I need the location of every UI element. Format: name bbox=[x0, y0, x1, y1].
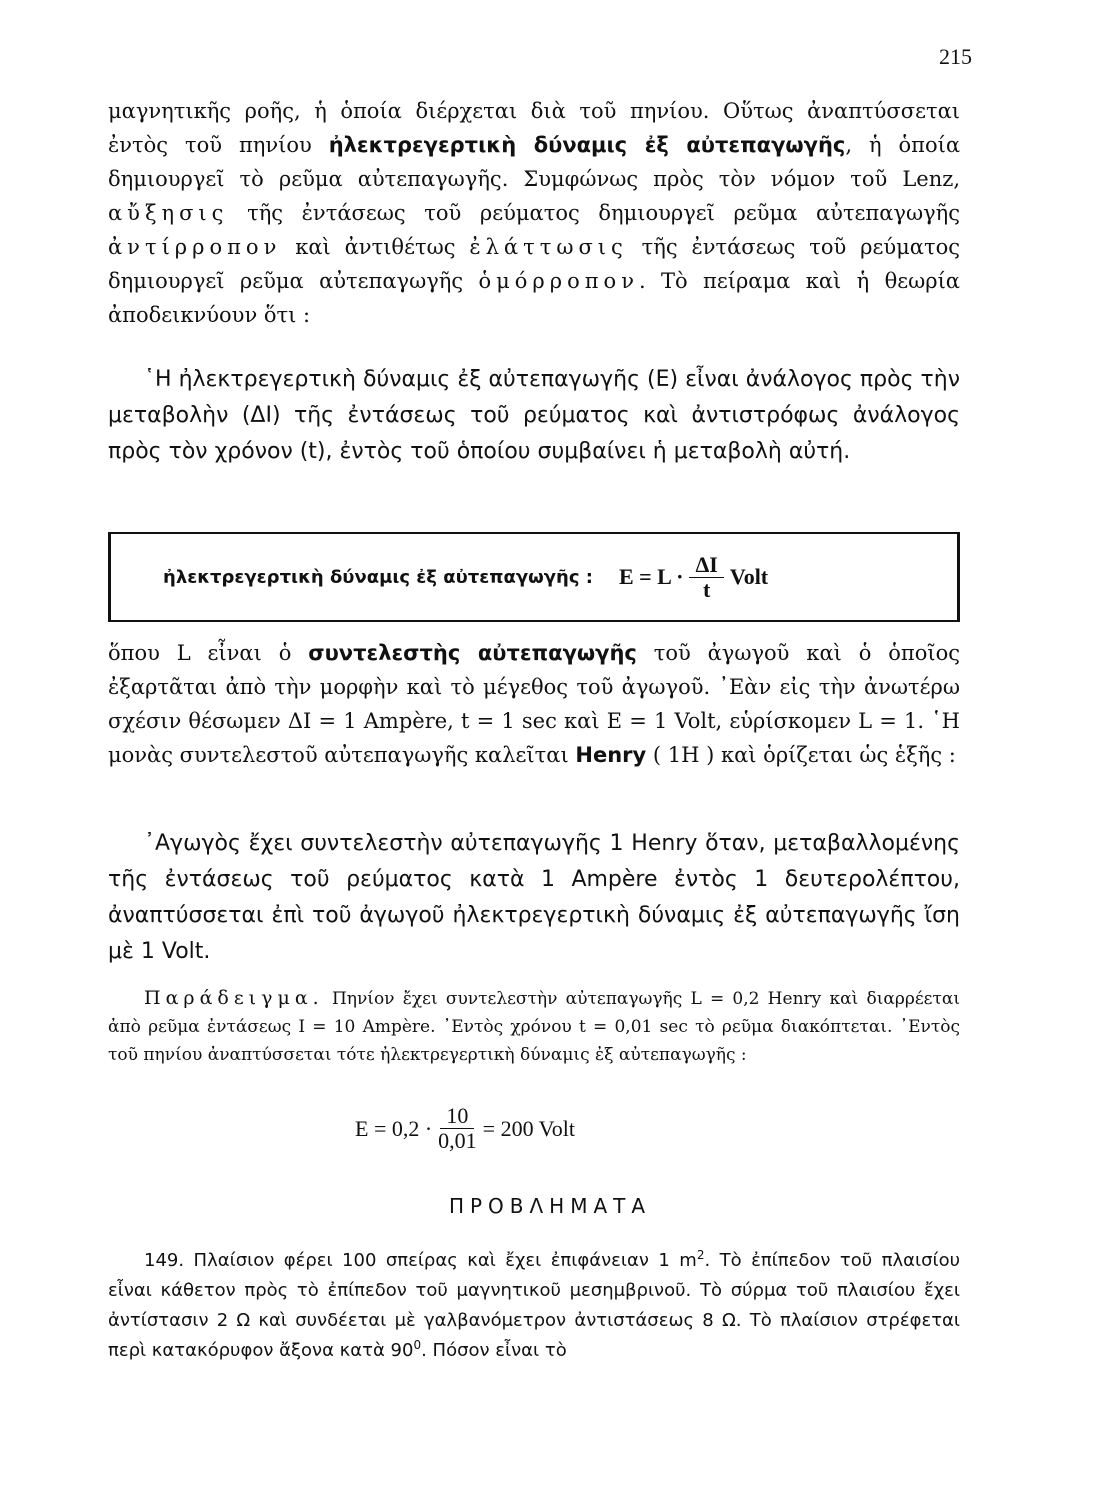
calc-fraction: $\frac{10}{0,01}$ bbox=[438, 1103, 477, 1153]
spaced-term-same-direction: ὁμόρροπον bbox=[478, 269, 639, 293]
spaced-term-opposite: ἀντίρροπον bbox=[108, 235, 282, 259]
term-self-induction-emf: ἠλεκτρεγερτικὴ δύναμις ἐξ αὐτεπαγωγῆς bbox=[328, 133, 846, 157]
term-self-inductance: συντελεστὴς αὐτεπαγωγῆς bbox=[308, 641, 637, 665]
spaced-term-decrease: ἐλάττωσις bbox=[469, 235, 628, 259]
example-paragraph: Παράδειγμα. Πηνίον ἔχει συντελεστὴν αὐτεπαγωγῆς L = 0,2 Henry καὶ διαρρέεται ἀπὸ ρεῦμα ἐντάσεως I = 10 Ampère. ᾿Εντὸς χρόνου t = 0,01 sec τὸ ρεῦμα διακόπτεται. ᾿Εντὸς τοῦ πηνίου ἀναπτύσσεται τότε ἠλεκτρεγερτικὴ δύναμις ἐξ αὐτεπαγωγῆς : bbox=[108, 987, 960, 1065]
example-label: Παράδειγμα. bbox=[144, 987, 324, 1009]
formula-fraction: $\frac{\Delta I}{t}$ bbox=[689, 553, 723, 602]
law-statement-emf: ῾Η ἠλεκτρεγερτικὴ δύναμις ἐξ αὐτεπαγωγῆς (Ε) εἶναι ἀνάλογος πρὸς τὴν μεταβολὴν (ΔΙ) τῆς ἐντάσεως τοῦ ρεύματος καὶ ἀντιστρόφως ἀνάλογος πρὸς τὸν χρόνον (t), ἐντὸς τοῦ ὁποίου συμβαίνει ἡ μεταβολὴ αὐτή. bbox=[108, 367, 960, 464]
intro-paragraph: μαγνητικῆς ροῆς, ἡ ὁποία διέρχεται διὰ τοῦ πηνίου. Οὕτως ἀναπτύσσεται ἐντὸς τοῦ πηνίου ἠλεκτρεγερτικὴ δύναμις ἐξ αὐτεπαγωγῆς, ἡ ὁποία δημιουργεῖ τὸ ρεῦμα αὐτεπαγωγῆς. Συμφώνως πρὸς τὸν νόμον τοῦ Lenz, αὔξησις τῆς ἐντάσεως τοῦ ρεύματος δημιουργεῖ ρεῦμα αὐτεπαγωγῆς ἀντίρροπον καὶ ἀντιθέτως ἐλάττωσις τῆς ἐντάσεως τοῦ ρεύματος δημιουργεῖ ρεῦμα αὐτεπαγωγῆς ὁμόρροπον. Τὸ πείραμα καὶ ἡ θεωρία ἀποδεικνύουν ὅτι : bbox=[108, 99, 961, 327]
law-statement-henry: ᾿Αγωγὸς ἔχει συντελεστὴν αὐτεπαγωγῆς 1 Henry ὅταν, μεταβαλλομένης τῆς ἐντάσεως τοῦ ρεύματος κατὰ 1 Ampère ἐντὸς 1 δευτερολέπτου, ἀναπτύσσεται ἐπὶ τοῦ ἀγωγοῦ ἠλεκτρεγερτικὴ δύναμις ἐξ αὐτεπαγωγῆς ἴση μὲ 1 Volt. bbox=[108, 831, 960, 964]
page-number: 215 bbox=[939, 44, 972, 69]
section-heading-problems: ΠΡΟΒΛΗΜΑΤΑ bbox=[448, 1194, 652, 1218]
term-henry: Henry bbox=[575, 743, 647, 767]
example-calculation: E = 0,2 · $\frac{10}{0,01}$ = 200 Volt bbox=[355, 1103, 575, 1153]
formula-equation: E = L · $\frac{\Delta I}{t}$ Volt bbox=[618, 551, 769, 602]
problem-149: 149. Πλαίσιον φέρει 100 σπείρας καὶ ἔχει ἐπιφάνειαν 1 $m^2$. Τὸ ἐπίπεδον τοῦ πλαισίου εἶναι κάθετον πρὸς τὸ ἐπίπεδον τοῦ μαγνητικοῦ μεσημβρινοῦ. Τὸ σύρμα τοῦ πλαισίου ἔχει ἀντίστασιν 2 Ω καὶ συνδέεται μὲ γαλβανόμετρον ἀντιστάσεως 8 Ω. Τὸ πλαίσιον στρέφεται περὶ κατακόρυφον ἄξονα κατὰ $90^0$. Πόσον εἶναι τὸ bbox=[108, 1248, 960, 1361]
spaced-term-increase: αὔξησις bbox=[108, 201, 229, 225]
formula-box bbox=[108, 532, 960, 622]
formula-label: ἠλεκτρεγερτικὴ δύναμις ἐξ αὐτεπαγωγῆς : bbox=[163, 566, 593, 588]
definition-paragraph: ὅπου L εἶναι ὁ συντελεστὴς αὐτεπαγωγῆς τοῦ ἀγωγοῦ καὶ ὁ ὁποῖος ἐξαρτᾶται ἀπὸ τὴν μορφὴν καὶ τὸ μέγεθος τοῦ ἀγωγοῦ. ᾿Εὰν εἰς τὴν ἀνωτέρω σχέσιν θέσωμεν ΔΙ = 1 Ampère, t = 1 sec καὶ E = 1 Volt, εὑρίσκομεν L = 1. ῾Η μονὰς συντελεστοῦ αὐτεπαγωγῆς καλεῖται Henry ( 1H ) καὶ ὁρίζεται ὡς ἑξῆς : bbox=[108, 641, 960, 767]
formula-unit: Volt bbox=[729, 564, 769, 589]
